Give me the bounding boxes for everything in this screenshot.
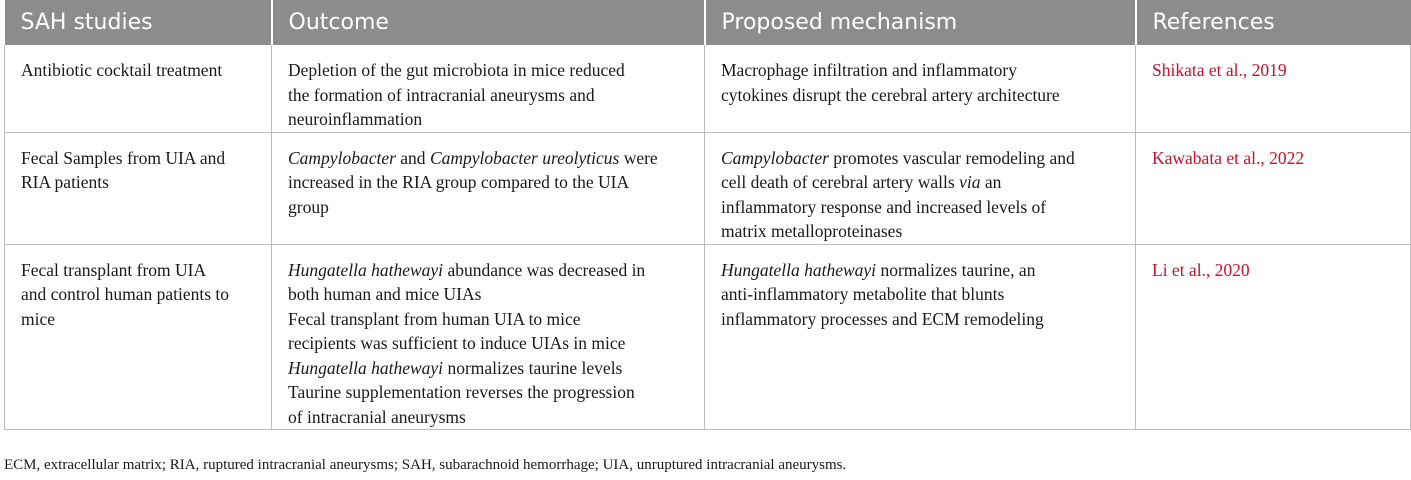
sah-studies-table bbox=[4, 0, 1411, 430]
table-row bbox=[5, 45, 1411, 132]
reference-link[interactable]: Kawabata et al., 2022 bbox=[1152, 147, 1305, 168]
cell-reference bbox=[1136, 132, 1411, 244]
cell-study: Fecal Samples from UIA and RIA patients bbox=[5, 132, 272, 244]
reference-link[interactable]: Shikata et al., 2019 bbox=[1152, 60, 1287, 80]
cell-mechanism: Hungatella hathewayi normalizes taurine, an anti-inflammatory metabolite that blunts inflammatory processes and ECM remodeling bbox=[705, 244, 1136, 430]
table-container bbox=[4, 0, 1410, 430]
table-header-row bbox=[5, 0, 1411, 45]
cell-mechanism: Campylobacter promotes vascular remodeling and cell death of cerebral artery walls via an inflammatory response and increased levels of matrix metalloproteinases bbox=[705, 132, 1136, 244]
reference-link[interactable]: Li et al., 2020 bbox=[1152, 259, 1250, 280]
cell-study: Antibiotic cocktail treatment bbox=[5, 45, 272, 132]
cell-reference bbox=[1136, 244, 1411, 430]
cell-mechanism: Macrophage infiltration and inflammatory cytokines disrupt the cerebral artery architecture bbox=[705, 45, 1136, 132]
table-footnote: ECM, extracellular matrix; RIA, ruptured intracranial aneurysms; SAH, subarachnoid hemorrhage; UIA, unruptured intracranial aneurysms. bbox=[4, 457, 847, 473]
header-references: References bbox=[1136, 0, 1411, 45]
header-outcome: Outcome bbox=[272, 0, 705, 45]
cell-outcome: Hungatella hathewayi abundance was decreased in both human and mice UIAs Fecal transplant from human UIA to mice recipients was sufficient to induce UIAs in mice Hungatella hathewayi normalizes taurine levels Taurine supplementation reverses the progression of intracranial aneurysms bbox=[272, 244, 705, 430]
cell-reference bbox=[1136, 45, 1411, 132]
cell-study: Fecal transplant from UIA and control human patients to mice bbox=[5, 244, 272, 430]
table-row bbox=[5, 244, 1411, 430]
header-sah-studies: SAH studies bbox=[5, 0, 272, 45]
table-row bbox=[5, 132, 1411, 244]
header-proposed-mechanism: Proposed mechanism bbox=[705, 0, 1136, 45]
cell-outcome: Campylobacter and Campylobacter ureolyticus were increased in the RIA group compared to the UIA group bbox=[272, 132, 705, 244]
cell-outcome: Depletion of the gut microbiota in mice reduced the formation of intracranial aneurysms and neuroinflammation bbox=[272, 45, 705, 132]
